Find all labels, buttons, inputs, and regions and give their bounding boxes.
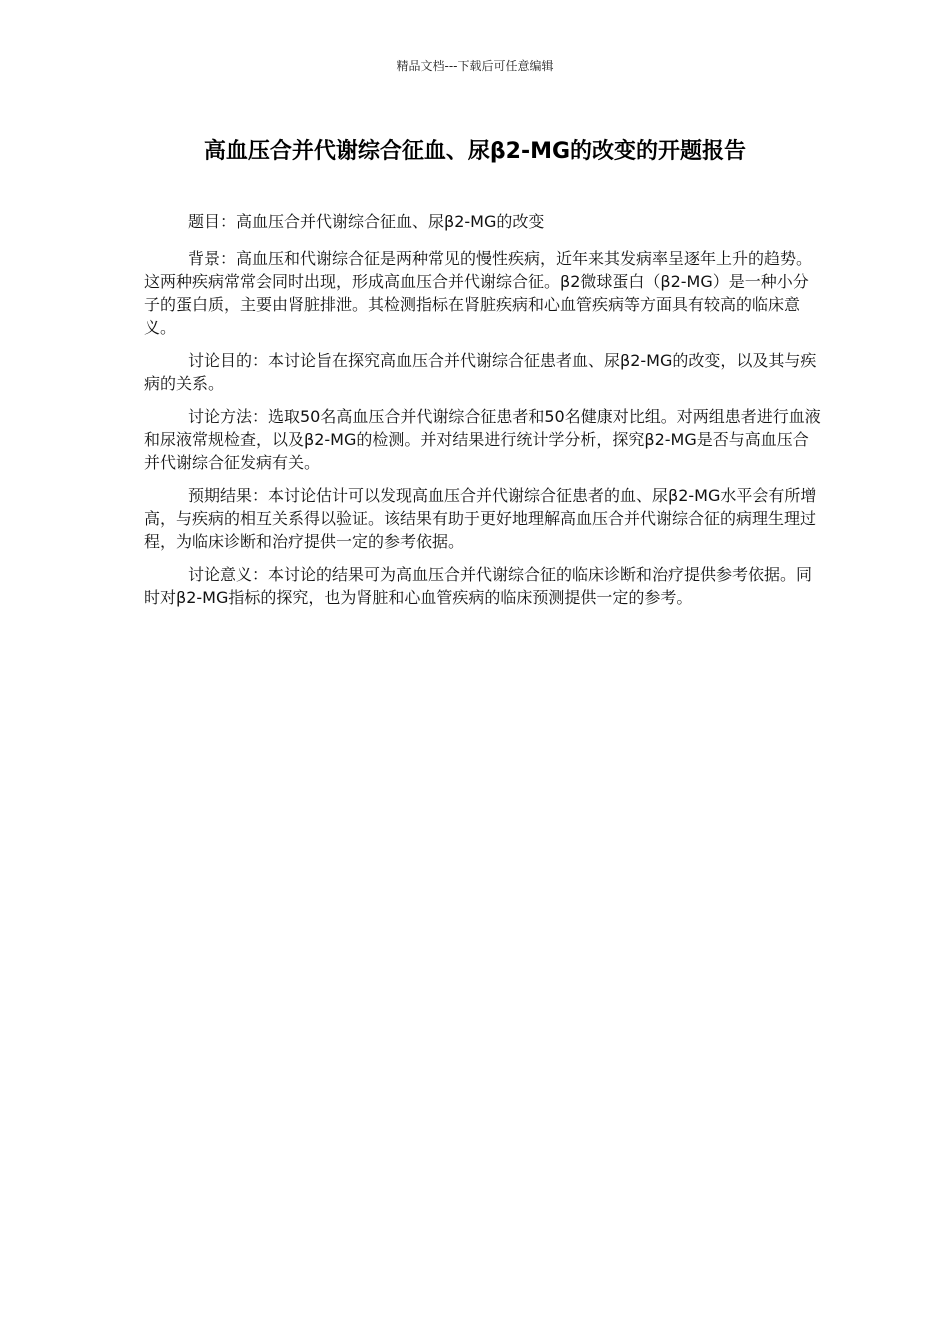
- document-title: 高血压合并代谢综合征血、尿β2-MG的改变的开题报告: [203, 139, 747, 164]
- paragraph-topic: 题目：高血压合并代谢综合征血、尿β2-MG的改变: [188, 212, 545, 231]
- paragraph-significance: 讨论意义：本讨论的结果可为高血压合并代谢综合征的临床诊断和治疗提供参考依据。同时对β2-MG指标的探究，也为肾脏和心血管疾病的临床预测提供一定的参考。: [144, 565, 813, 607]
- paragraph-purpose: 讨论目的：本讨论旨在探究高血压合并代谢综合征患者血、尿β2-MG的改变，以及其与疾病的关系。: [144, 351, 817, 393]
- paragraph-expected-results: 预期结果：本讨论估计可以发现高血压合并代谢综合征患者的血、尿β2-MG水平会有所增高，与疾病的相互关系得以验证。该结果有助于更好地理解高血压合并代谢综合征的病理生理过程，为临床诊断和治疗提供一定的参考依据。: [144, 486, 817, 551]
- document-body: [144, 210, 824, 619]
- paragraph-method: 讨论方法：选取50名高血压合并代谢综合征患者和50名健康对比组。对两组患者进行血液和尿液常规检查，以及β2-MG的检测。并对结果进行统计学分析，探究β2-MG是否与高血压合并代谢综合征发病有关。: [144, 407, 821, 472]
- header-note: 精品文档---下载后可任意编辑: [396, 59, 554, 73]
- paragraph-background: 背景：高血压和代谢综合征是两种常见的慢性疾病，近年来其发病率呈逐年上升的趋势。这两种疾病常常会同时出现，形成高血压合并代谢综合征。β2微球蛋白（β2-MG）是一种小分子的蛋白质，主要由肾脏排泄。其检测指标在肾脏疾病和心血管疾病等方面具有较高的临床意义。: [144, 249, 813, 337]
